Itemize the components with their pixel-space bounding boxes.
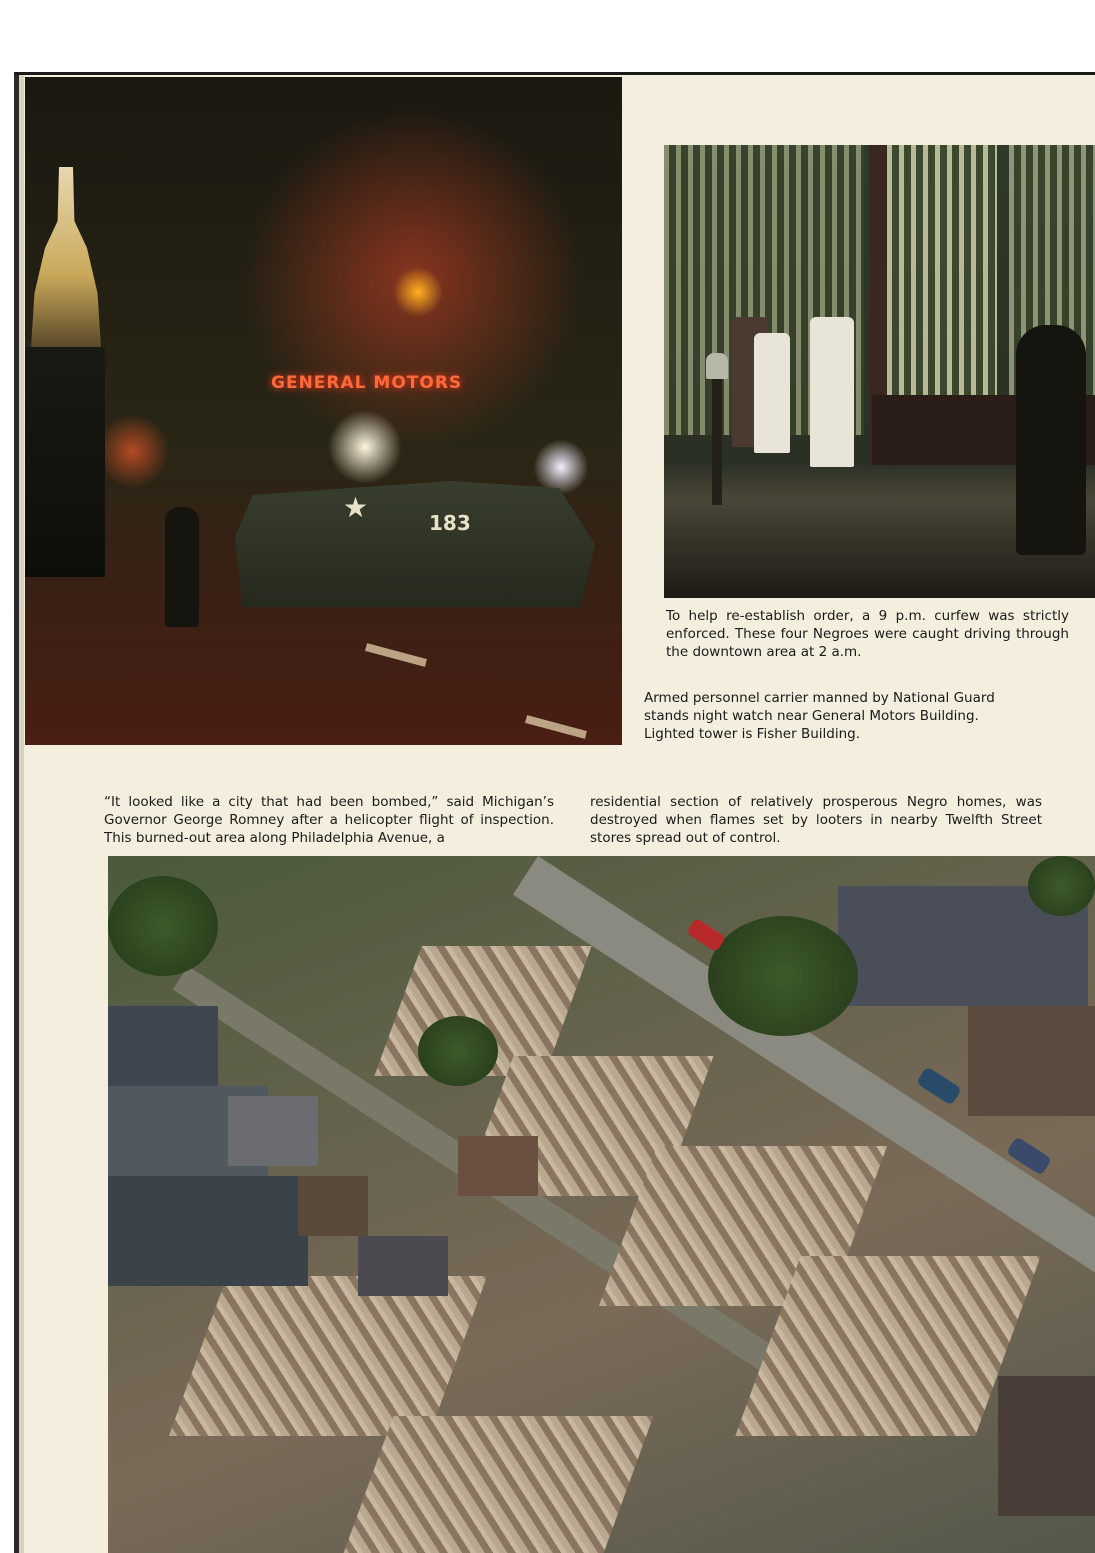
soldier-silhouette xyxy=(165,507,199,627)
guardsman-silhouette xyxy=(1016,325,1086,555)
photo-armored-carrier-night xyxy=(25,77,622,745)
caption-curfew: To help re-establish order, a 9 p.m. curfew was strictly enforced. These four Negroes were caught driving through the downtown area at 2 a.m. xyxy=(666,608,1069,660)
star-icon: ★ xyxy=(343,491,369,524)
photo-curfew-arrest xyxy=(664,145,1095,598)
garage xyxy=(358,1236,448,1296)
caption-aerial-col1: “It looked like a city that had been bombed,” said Michigan’s Governor George Romney after a helicopter flight of inspection. This burned-out area along Philadelphia Avenue, a xyxy=(104,794,554,846)
road-stripe xyxy=(525,715,587,739)
fisher-building-tower xyxy=(31,167,101,347)
storefront-window xyxy=(887,145,997,395)
tree xyxy=(418,1016,498,1086)
general-motors-sign: GENERAL MOTORS xyxy=(271,373,463,393)
caption-carrier: Armed personnel carrier manned by National Guard stands night watch near General Motors Building. Lighted tower is Fisher Building. xyxy=(644,690,995,742)
page-spine xyxy=(14,75,24,1553)
parking-meter-head xyxy=(706,353,728,379)
garage xyxy=(298,1176,368,1236)
tower-base xyxy=(25,347,105,577)
vehicle-number: 183 xyxy=(429,511,471,535)
burned-house-ruin xyxy=(343,1416,654,1553)
armored-personnel-carrier xyxy=(235,467,595,607)
detained-person xyxy=(810,317,854,467)
photo-aerial-burned-area xyxy=(108,856,1095,1553)
parked-car xyxy=(916,1066,962,1106)
headlight-glow xyxy=(325,407,405,487)
caption-aerial-col2: residential section of relatively prosperous Negro homes, was destroyed when flames set by looters in nearby Twelfth Street stores spread out of control. xyxy=(590,794,1042,846)
burned-house-ruin xyxy=(169,1276,487,1436)
intact-house xyxy=(108,1006,218,1086)
tree xyxy=(108,876,218,976)
intact-house-across-street xyxy=(998,1376,1095,1516)
road-stripe xyxy=(365,643,427,667)
intact-house xyxy=(108,1176,308,1286)
tree xyxy=(708,916,858,1036)
tree xyxy=(1028,856,1095,916)
magazine-page xyxy=(14,72,1095,1553)
intact-house-across-street xyxy=(968,1006,1095,1116)
traffic-light-glow xyxy=(393,267,443,317)
garage xyxy=(458,1136,538,1196)
detained-person xyxy=(754,333,790,453)
intact-house xyxy=(228,1096,318,1166)
